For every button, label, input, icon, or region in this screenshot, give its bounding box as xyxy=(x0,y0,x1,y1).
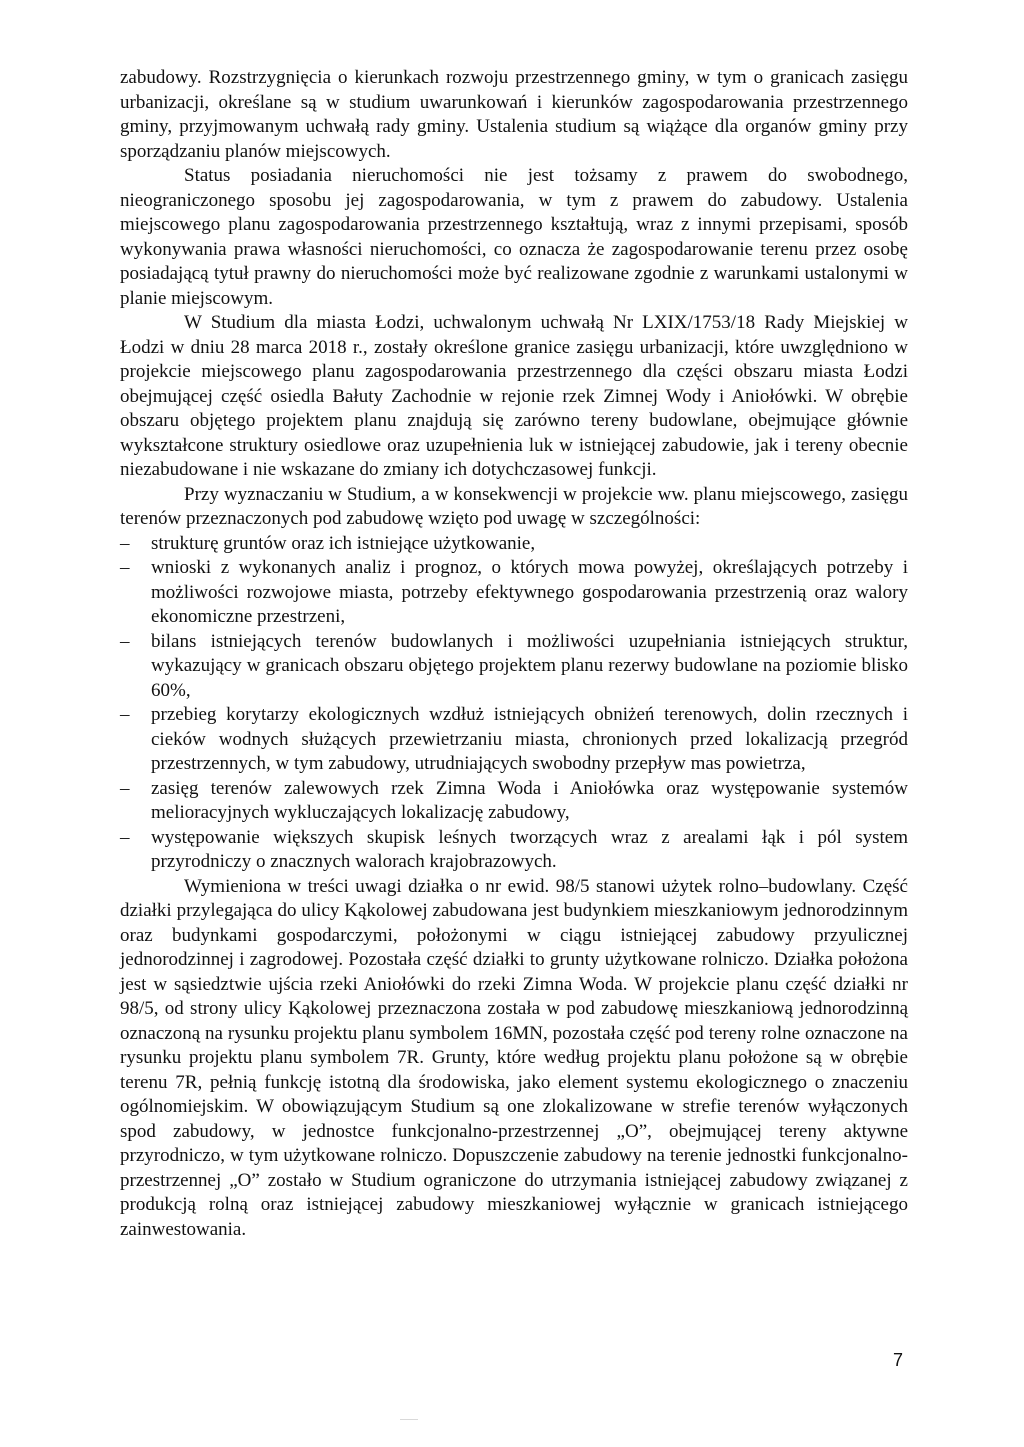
list-item-text: wnioski z wykonanych analiz i prognoz, o których mowa powyżej, określających potrzeby i możliwości rozwojowe miasta, potrzeby efektywnego gospodarowania przestrzenią oraz walory ekonomiczne przestrzeni, xyxy=(151,557,908,627)
list-item xyxy=(120,556,908,630)
paragraph-study-lodz: W Studium dla miasta Łodzi, uchwalonym uchwałą Nr LXIX/1753/18 Rady Miejskiej w Łodzi w dniu 28 marca 2018 r., zostały określone granice zasięgu urbanizacji, które uwzględniono w projekcie miejscowego planu zagospodarowania przestrzennego dla części obszaru miasta Łodzi obejmującej część osiedla Bałuty Zachodnie w rejonie rzek Zimnej Wody i Aniołówki. W obrębie obszaru objętego projektem planu znajdują się zarówno tereny budowlane, obejmujące głównie wykształcone struktury osiedlowe oraz uzupełnienia luk w istniejącej zabudowie, jak i tereny obecnie niezabudowane i nie wskazane do zmiany ich dotychczasowej funkcji. xyxy=(120,312,908,480)
list-item xyxy=(120,777,908,826)
dash-marker: – xyxy=(120,532,130,554)
list-item xyxy=(120,532,908,557)
list-item-text: strukturę gruntów oraz ich istniejące użytkowanie, xyxy=(151,532,536,554)
dash-marker: – xyxy=(120,704,130,725)
document-body xyxy=(120,66,908,1242)
list-item-text: występowanie większych skupisk leśnych tworzących wraz z arealami łąk i pól system przyrodniczy o znacznych walorach krajobrazowych. xyxy=(151,826,908,872)
paragraph-criteria-intro: Przy wyznaczaniu w Studium, a w konsekwencji w projekcie ww. planu miejscowego, zasięgu terenów przeznaczonych pod zabudowę wzięto pod uwagę w szczególności: xyxy=(120,483,908,529)
list-item-text: bilans istniejących terenów budowlanych i możliwości uzupełniania istniejących struktur, wykazujący w granicach obszaru objętego projektem planu rezerwy budowlane na poziomie blisko 60%, xyxy=(151,630,908,701)
paragraph-plot-description: Wymieniona w treści uwagi działka o nr ewid. 98/5 stanowi użytek rolno–budowlany. Część działki przylegająca do ulicy Kąkolowej zabudowana jest budynkiem mieszkaniowym jednorodzinnym oraz budynkami gospodarczymi, położonymi w ciągu istniejącej zabudowy przyulicznej jednorodzinnej i zagrodowej. Pozostała część działki to grunty użytkowane rolniczo. Działka położona jest w sąsiedztwie ujścia rzeki Aniołówki do rzeki Zimna Woda. W projekcie planu część działki nr 98/5, od strony ulicy Kąkolowej przeznaczona została w pod zabudowę mieszkaniową jednorodzinną oznaczoną na rysunku projektu planu symbolem 16MN, pozostała część pod tereny rolne oznaczone na rysunku projektu planu symbolem 7R. Grunty, które według projektu planu położone są w obrębie terenu 7R, pełnią funkcję istotną dla środowiska, jako element systemu ekologicznego o znaczeniu ogólnomiejskim. W obowiązującym Studium są one zlokalizowane w strefie terenów wyłączonych spod zabudowy, w jednostce funkcjonalno-przestrzennej „O”, obejmującej tereny aktywne przyrodniczo, w tym użytkowane rolniczo. Dopuszczenie zabudowy na terenie jednostki funkcjonalno-przestrzennej „O” zostało w Studium ograniczone do utrzymania istniejącej zabudowy związanej z produkcją rolną oraz istniejącej zabudowy mieszkaniowej wyłącznie w granicach istniejącego zainwestowania. xyxy=(120,875,908,1240)
dash-marker: – xyxy=(120,557,130,578)
list-item xyxy=(120,703,908,777)
scan-artifact-line xyxy=(400,1419,418,1420)
criteria-list xyxy=(120,532,908,875)
paragraph-property-status: Status posiadania nieruchomości nie jest tożsamy z prawem do swobodnego, nieograniczonego sposobu jej zagospodarowania, w tym z prawem do zabudowy. Ustalenia miejscowego planu zagospodarowania przestrzennego kształtują, wraz z innymi przepisami, sposób wykonywania prawa własności nieruchomości, co oznacza że zagospodarowanie terenu przez osobę posiadającą tytuł prawny do nieruchomości może być realizowane zgodnie z warunkami ustalonymi w planie miejscowym. xyxy=(120,165,908,309)
dash-marker: – xyxy=(120,630,130,652)
dash-marker: – xyxy=(120,826,130,848)
list-item-text: przebieg korytarzy ekologicznych wzdłuż istniejących obniżeń terenowych, dolin rzecznych i cieków wodnych służących przewietrzaniu miasta, chronionych przed lokalizacją przegród przestrzennych, w tym zabudowy, utrudniających swobodny przepływ mas powietrza, xyxy=(151,704,908,774)
page-number: 7 xyxy=(893,1350,904,1370)
list-item-text: zasięg terenów zalewowych rzek Zimna Woda i Aniołówka oraz występowanie systemów melioracyjnych wykluczających lokalizację zabudowy, xyxy=(151,777,908,823)
paragraph-continuation: zabudowy. Rozstrzygnięcia o kierunkach rozwoju przestrzennego gminy, w tym o granicach zasięgu urbanizacji, określane są w studium uwarunkowań i kierunków zagospodarowania przestrzennego gminy, przyjmowanym uchwałą rady gminy. Ustalenia studium są wiążące dla organów gminy przy sporządzaniu planów miejscowych. xyxy=(120,67,908,162)
list-item xyxy=(120,630,908,704)
dash-marker: – xyxy=(120,777,130,799)
list-item xyxy=(120,826,908,875)
